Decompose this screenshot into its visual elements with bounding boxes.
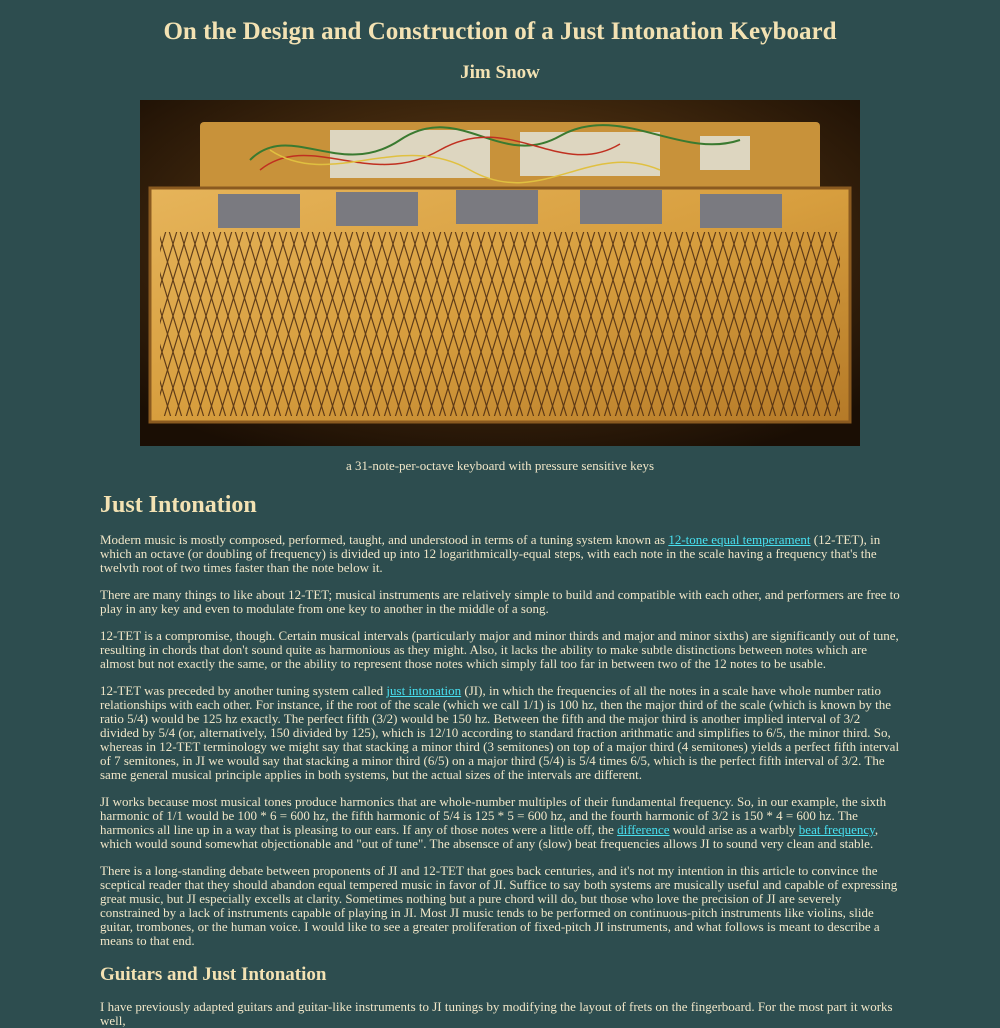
keyboard-photo — [140, 100, 860, 446]
link-beat-frequency[interactable]: beat frequency — [798, 822, 875, 837]
paragraph: There is a long-standing debate between proponents of JI and 12-TET that goes back centuries, and it's not my intention in this article to convince the sceptical reader that they should abandon equal tempered music in favor of JI. Suffice to say both systems are musically useful and capable of expressing great music, but JI especially excells at clarity. Sometimes nothing but a pure chord will do, but those who love the precision of JI are severely constrained by a lack of instruments capable of playing in JI. Most JI music tends to be performed on continuous-pitch instruments like violins, slide guitar, trombones, or the human voice. I would like to see a greater proliferation of fixed-pitch JI instruments, and what follows is meant to describe a means to that end. — [100, 863, 898, 948]
image-caption: a 31-note-per-octave keyboard with pressure sensitive keys — [345, 458, 655, 473]
link-just-intonation[interactable]: just intonation — [386, 683, 462, 698]
paragraph: I have previously adapted guitars and guitar-like instruments to JI tunings by modifying the layout of frets on the fingerboard. For the most part it works well, — [100, 999, 893, 1028]
section-heading-guitars: Guitars and Just Intonation — [100, 964, 327, 985]
paragraph: 12-TET is a compromise, though. Certain musical intervals (particularly major and minor thirds and major and minor sixths) are significantly out of tune, resulting in chords that don't sound quite as harmonious as they might. Also, it lacks the ability to make subtle distinctions between notes which are almost but not exactly the same, or the ability to represent those notes which simply fall too far in between two of the 12 notes to be usable. — [100, 628, 899, 671]
paragraph: Modern music is mostly composed, performed, taught, and understood in terms of a tuning system known as 12-tone equal temperament (12-TET), in which an octave (or doubling of frequency) is divided up into 12 logarithmically-equal steps, with each note in the scale having a frequency that's the twelvth root of two times faster than the note below it. — [100, 532, 881, 575]
paragraph: JI works because most musical tones produce harmonics that are whole-number multiples of their fundamental frequency. So, in our example, the sixth harmonic of 1/1 would be 100 * 6 = 600 hz, the fifth harmonic of 5/4 is 125 * 5 = 600 hz, and the fourth harmonic of 3/2 is 150 * 4 = 600 hz. The harmonics all line up in a way that is pleasing to our ears. If any of those notes were a little off, the difference would arise as a warbly beat frequency, which would sound somewhat objectionable and "out of tune". The absensce of any (slow) beat frequencies allows JI to sound very clean and stable. — [100, 794, 887, 851]
paragraph: 12-TET was preceded by another tuning system called just intonation (JI), in which the frequencies of all the notes in a scale have whole number ratio relationships with each other. For instance, if the root of the scale (which we call 1/1) is 100 hz, then the major third of the scale (which is known by the ratio 5/4) would be 125 hz exactly. The perfect fifth (3/2) would be 150 hz. Between the fifth and the major third is another implied interval of 3/2 divided by 5/4 (or, alternatively, 150 divided by 125), which is 12/10 according to standard fraction arithmatic and simplifies to 6/5, the minor third. So, whereas in 12-TET terminology we might say that stacking a minor third (3 semitones) on top of a major third (4 semitones) yields a perfect fifth interval of 7 semitones, in JI we would say that stacking a minor third (6/5) on a major third (5/4) is 5/4 times 6/5, which is the perfect fifth interval of 3/2. The same general musical principle applies in both systems, but the actual sizes of the intervals are different. — [100, 683, 900, 782]
section-heading-just-intonation: Just Intonation — [100, 492, 257, 518]
article — [100, 0, 900, 1028]
link-difference[interactable]: difference — [617, 822, 670, 837]
paragraph: There are many things to like about 12-TET; musical instruments are relatively simple to build and compatible with each other, and performers are free to play in any key and even to modulate from one key to another in the middle of a song. — [100, 587, 900, 616]
link-12-tone-equal-temperament[interactable]: 12-tone equal temperament — [668, 532, 811, 547]
page-title: On the Design and Construction of a Just Intonation Keyboard — [163, 18, 837, 45]
author-name: Jim Snow — [460, 62, 540, 83]
